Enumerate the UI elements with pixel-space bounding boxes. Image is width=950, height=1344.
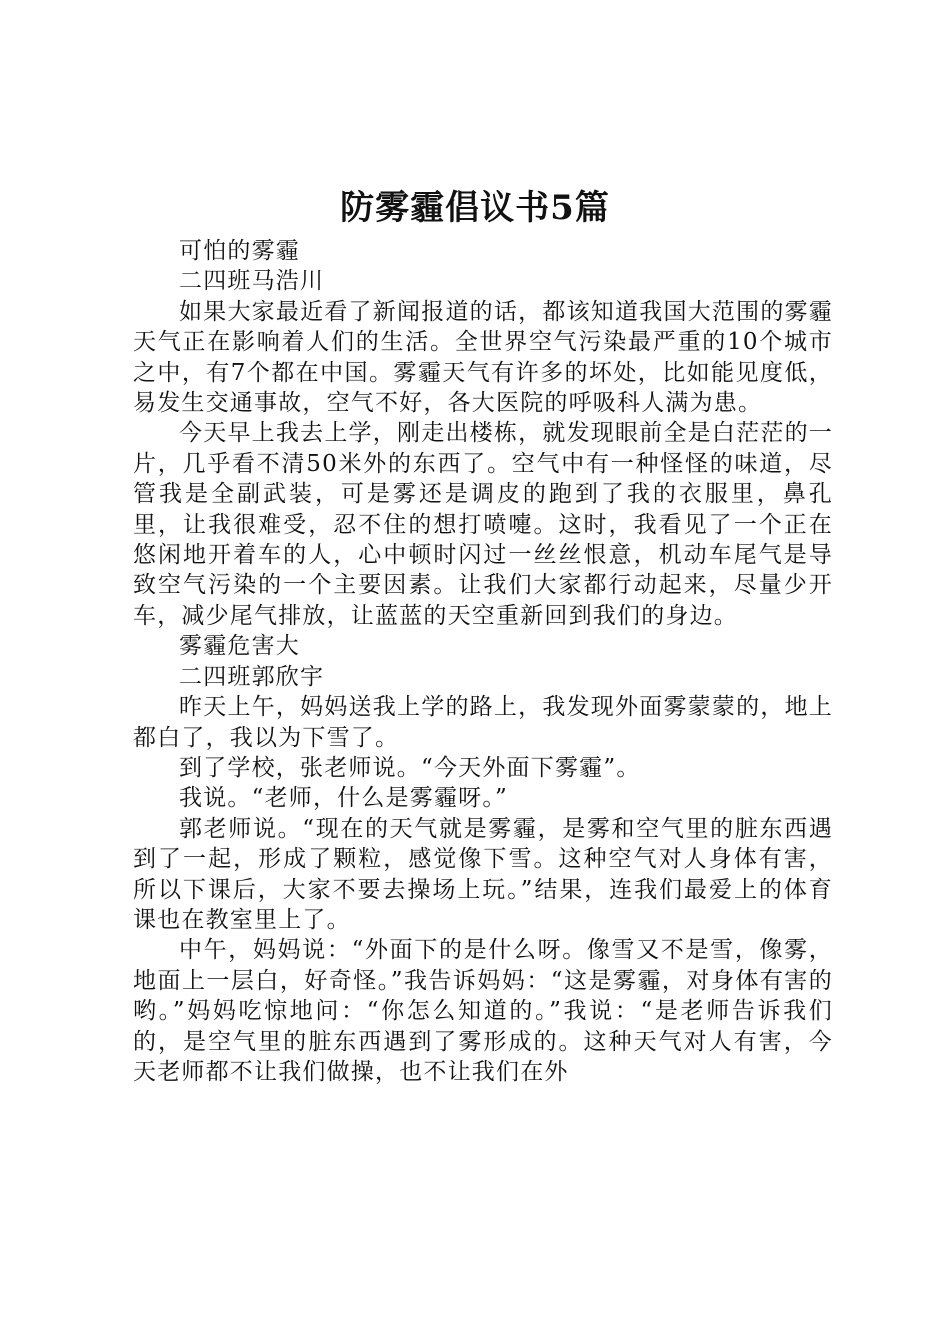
body-paragraph: 如果大家最近看了新闻报道的话，都该知道我国大范围的雾霾天气正在影响着人们的生活。全世界空气污染最严重的10个城市之中，有7个都在中国。雾霾天气有许多的坏处，比如能见度低，易发生交通事故，空气不好，各大医院的呼吸科人满为患。 (133, 298, 833, 417)
body-paragraph: 中午，妈妈说：“外面下的是什么呀。像雪又不是雪，像雾，地面上一层白，好奇怪。”我告诉妈妈：“这是雾霾，对身体有害的哟。”妈妈吃惊地问：“你怎么知道的。”我说：“是老师告诉我们的，是空气里的脏东西遇到了雾形成的。这种天气对人有害，今天老师都不让我们做操，也不让我们在外 (133, 937, 833, 1085)
author-line: 二四班马浩川 (179, 268, 325, 295)
section-heading: 可怕的雾霾 (179, 238, 300, 264)
document-body (133, 236, 833, 1087)
author-line: 二四班郭欣宇 (179, 663, 325, 690)
section-heading: 雾霾危害大 (179, 633, 300, 660)
body-paragraph: 今天早上我去上学，刚走出楼栋，就发现眼前全是白茫茫的一片，几乎看不清50米外的东西了。空气中有一种怪怪的味道，尽管我是全副武装，可是雾还是调皮的跑到了我的衣服里，鼻孔里，让我很难受，忍不住的想打喷嚏。这时，我看见了一个正在悠闲地开着车的人，心中顿时闪过一丝丝恨意，机动车尾气是导致空气污染的一个主要因素。让我们大家都行动起来，尽量少开车，减少尾气排放，让蓝蓝的天空重新回到我们的身边。 (133, 420, 833, 629)
body-paragraph: 我说。“老师，什么是雾霾呀。” (179, 785, 509, 812)
body-paragraph: 郭老师说。“现在的天气就是雾霾，是雾和空气里的脏东西遇到了一起，形成了颗粒，感觉像下雪。这种空气对人身体有害，所以下课后，大家不要去操场上玩。”结果，连我们最爱上的体育课也在教室里上了。 (133, 815, 833, 933)
body-paragraph: 昨天上午，妈妈送我上学的路上，我发现外面雾蒙蒙的，地上都白了，我以为下雪了。 (133, 694, 833, 751)
document-title: 防雾霾倡议书5篇 (340, 188, 610, 228)
body-paragraph: 到了学校，张老师说。“今天外面下雾霾”。 (179, 754, 641, 781)
